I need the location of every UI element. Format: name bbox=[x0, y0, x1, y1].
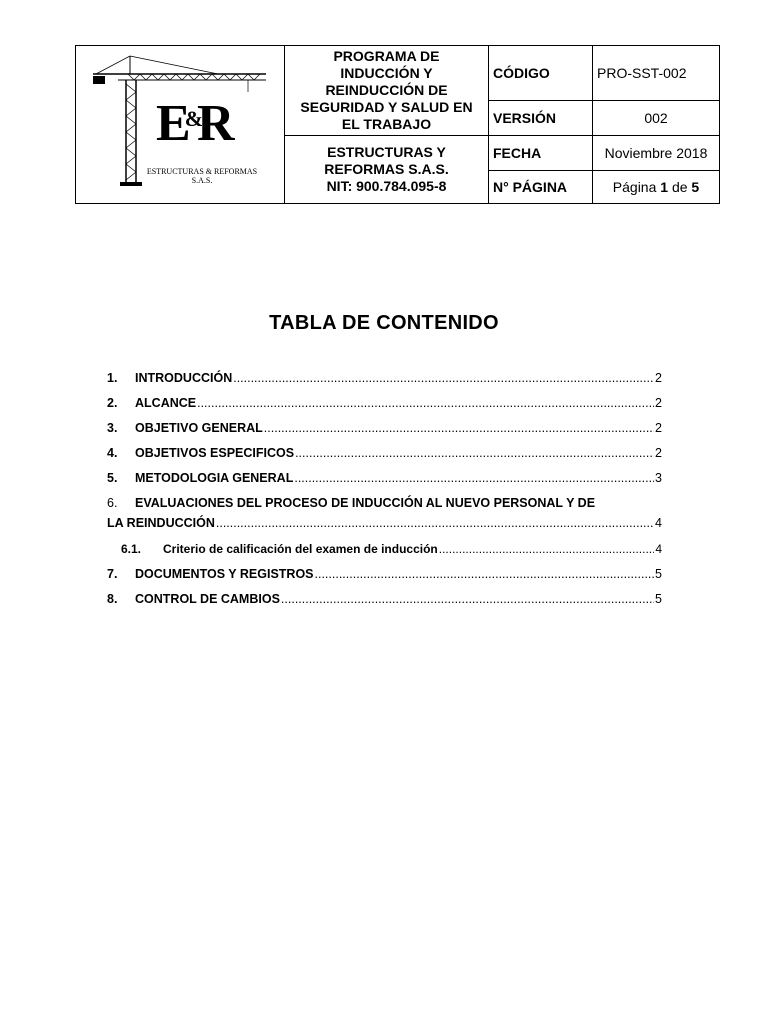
program-title: PROGRAMA DE INDUCCIÓN Y REINDUCCIÓN DE SEGURIDAD Y SALUD EN EL TRABAJO bbox=[285, 46, 489, 136]
toc-entry-criterio-calificacion[interactable]: 6.1. Criterio de calificación del examen de inducción ..... 4 bbox=[107, 537, 662, 562]
leader-dots bbox=[281, 587, 654, 612]
toc-title: TABLA DE CONTENIDO bbox=[269, 312, 499, 334]
leader-dots bbox=[295, 441, 654, 466]
toc-entry-metodologia-general[interactable]: 5. METODOLOGIA GENERAL ..... 3 bbox=[107, 466, 662, 491]
toc-entry-control-cambios[interactable]: 8. CONTROL DE CAMBIOS ..... 5 bbox=[107, 587, 662, 612]
leader-dots bbox=[294, 466, 654, 491]
leader-dots bbox=[197, 391, 654, 416]
leader-dots bbox=[216, 513, 654, 533]
page-number-value: Página 1 de 5 bbox=[593, 171, 720, 204]
leader-dots bbox=[233, 366, 654, 391]
toc-entry-documentos-registros[interactable]: 7. DOCUMENTOS Y REGISTROS ..... 5 bbox=[107, 562, 662, 587]
toc-entry-objetivo-general[interactable]: 3. OBJETIVO GENERAL ..... 2 bbox=[107, 416, 662, 441]
date-label: FECHA bbox=[489, 136, 593, 171]
version-label: VERSIÓN bbox=[489, 101, 593, 136]
toc-entry-objetivos-especificos[interactable]: 4. OBJETIVOS ESPECIFICOS ..... 2 bbox=[107, 441, 662, 466]
toc-entry-evaluaciones[interactable]: 6. EVALUACIONES DEL PROCESO DE INDUCCIÓN AL NUEVO PERSONAL Y DE LA REINDUCCIÓN ..... 4 bbox=[107, 491, 662, 537]
leader-dots bbox=[315, 562, 655, 587]
toc-entry-alcance[interactable]: 2. ALCANCE ..... 2 bbox=[107, 391, 662, 416]
table-of-contents bbox=[107, 366, 662, 612]
date-value: Noviembre 2018 bbox=[593, 136, 720, 171]
code-label: CÓDIGO bbox=[489, 46, 593, 101]
code-value: PRO-SST-002 bbox=[593, 46, 720, 101]
company-logo bbox=[76, 46, 285, 204]
page-number-label: N° PÁGINA bbox=[489, 171, 593, 204]
company-info: ESTRUCTURAS Y REFORMAS S.A.S. NIT: 900.784.095-8 bbox=[285, 136, 489, 204]
leader-dots bbox=[439, 537, 655, 562]
logo-lettering: E&R bbox=[156, 95, 233, 152]
version-value: 002 bbox=[593, 101, 720, 136]
document-header-table bbox=[75, 45, 720, 204]
leader-dots bbox=[264, 416, 654, 441]
logo-company-name: ESTRUCTURAS & REFORMAS S.A.S. bbox=[146, 167, 258, 185]
toc-entry-introduccion[interactable]: 1. INTRODUCCIÓN ..... 2 bbox=[107, 366, 662, 391]
